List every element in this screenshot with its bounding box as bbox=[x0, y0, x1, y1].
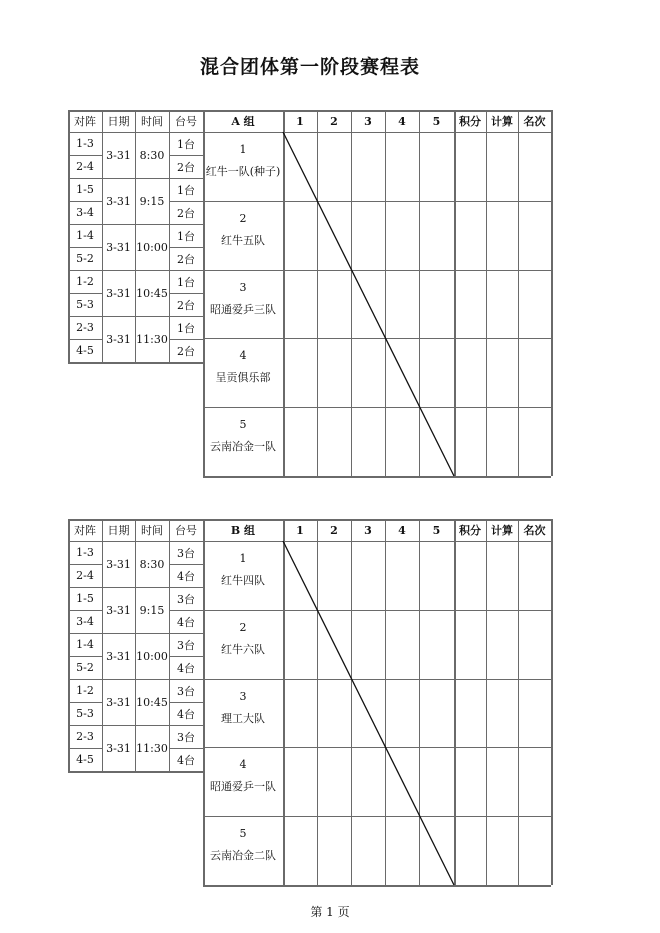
grid-line bbox=[68, 519, 70, 771]
grid-line bbox=[169, 748, 203, 749]
match-cell: 1-3 bbox=[76, 546, 94, 559]
header-table: 台号 bbox=[175, 524, 197, 537]
match-cell: 2-4 bbox=[76, 160, 94, 173]
match-cell: 1-5 bbox=[76, 592, 94, 605]
team-name: 云南冶金一队 bbox=[210, 440, 276, 454]
grid-line bbox=[169, 656, 203, 657]
team-number: 1 bbox=[239, 552, 247, 565]
team-name: 红牛四队 bbox=[221, 574, 265, 587]
date-cell: 3-31 bbox=[106, 240, 131, 254]
table-cell: 1台 bbox=[177, 137, 195, 151]
team-number: 2 bbox=[239, 211, 247, 225]
col-4: 4 bbox=[398, 523, 406, 537]
table-cell: 3台 bbox=[177, 546, 195, 560]
col-5: 5 bbox=[432, 114, 441, 128]
time-cell: 11:30 bbox=[136, 741, 168, 755]
table-cell: 2台 bbox=[177, 160, 195, 174]
grid-line bbox=[203, 519, 205, 885]
grid-line bbox=[551, 519, 553, 885]
match-cell: 2-4 bbox=[76, 569, 94, 582]
match-cell: 5-3 bbox=[76, 298, 94, 311]
time-cell: 10:45 bbox=[136, 695, 168, 709]
page-title: 混合团体第一阶段赛程表 bbox=[199, 56, 420, 78]
grid-line bbox=[486, 519, 487, 885]
date-cell: 3-31 bbox=[106, 557, 131, 571]
team-cell bbox=[203, 617, 283, 661]
team-name: 昭通爱乒三队 bbox=[210, 302, 276, 316]
grid-line bbox=[68, 656, 102, 657]
time-cell: 10:45 bbox=[136, 286, 168, 300]
match-cell: 1-4 bbox=[76, 638, 94, 651]
team-number: 5 bbox=[239, 418, 247, 432]
time-cell: 9:15 bbox=[139, 603, 165, 617]
team-number: 1 bbox=[239, 143, 247, 156]
header-rank: 名次 bbox=[523, 115, 546, 128]
team-name: 红牛一队(种子) bbox=[205, 165, 281, 178]
team-name: 云南冶金二队 bbox=[210, 849, 276, 863]
table-cell: 4台 bbox=[177, 707, 195, 721]
grid-line bbox=[102, 519, 103, 771]
team-cell bbox=[203, 754, 283, 798]
team-name: 呈贡俱乐部 bbox=[215, 371, 271, 385]
team-name: 昭通爱乒一队 bbox=[210, 780, 276, 794]
match-cell: 4-5 bbox=[76, 344, 94, 357]
match-cell: 1-2 bbox=[76, 684, 94, 697]
team-cell bbox=[203, 823, 283, 867]
header-calc: 计算 bbox=[491, 115, 513, 128]
time-cell: 8:30 bbox=[139, 148, 165, 162]
group-label: A 组 bbox=[231, 115, 255, 128]
match-cell: 1-2 bbox=[76, 275, 94, 288]
self-match-diagonal bbox=[283, 541, 454, 885]
diagonal-line bbox=[283, 541, 454, 885]
col-3: 3 bbox=[364, 114, 372, 128]
page-number: 第 1 页 bbox=[310, 905, 350, 919]
header-rank: 名次 bbox=[523, 524, 546, 537]
table-cell: 2台 bbox=[177, 298, 195, 312]
time-cell: 8:30 bbox=[139, 557, 165, 571]
grid-line bbox=[68, 748, 102, 749]
match-cell: 1-5 bbox=[76, 183, 94, 196]
date-cell: 3-31 bbox=[106, 649, 131, 663]
col-1: 1 bbox=[296, 523, 304, 537]
team-number: 5 bbox=[239, 827, 247, 841]
header-points: 积分 bbox=[459, 524, 481, 537]
match-cell: 5-2 bbox=[76, 661, 94, 674]
table-cell: 3台 bbox=[177, 684, 195, 698]
header-calc: 计算 bbox=[491, 524, 513, 537]
table-cell: 4台 bbox=[177, 661, 195, 675]
group-label: B 组 bbox=[230, 524, 256, 537]
match-cell: 3-4 bbox=[76, 206, 94, 219]
team-name: 红牛五队 bbox=[221, 233, 265, 247]
grid-line bbox=[68, 702, 102, 703]
team-number: 4 bbox=[239, 758, 247, 772]
date-cell: 3-31 bbox=[106, 741, 131, 755]
grid-line bbox=[68, 564, 102, 565]
col-2: 2 bbox=[330, 114, 338, 128]
match-cell: 1-4 bbox=[76, 229, 94, 242]
team-cell bbox=[203, 686, 283, 730]
table-cell: 1台 bbox=[177, 275, 195, 289]
match-cell: 5-2 bbox=[76, 252, 94, 265]
team-number: 3 bbox=[239, 280, 247, 294]
match-cell: 1-3 bbox=[76, 137, 94, 150]
grid-line bbox=[169, 564, 203, 565]
match-cell: 2-3 bbox=[76, 730, 94, 743]
col-2: 2 bbox=[330, 523, 338, 537]
team-name: 理工大队 bbox=[221, 711, 265, 725]
table-cell: 4台 bbox=[177, 615, 195, 629]
team-cell bbox=[203, 414, 283, 458]
grid-line bbox=[169, 519, 170, 771]
col-4: 4 bbox=[398, 114, 406, 128]
header-points: 积分 bbox=[459, 115, 481, 128]
grid-line bbox=[169, 702, 203, 703]
col-1: 1 bbox=[296, 114, 304, 128]
grid-line bbox=[135, 519, 136, 771]
header-duizhen: 对阵 bbox=[74, 524, 96, 537]
time-cell: 10:00 bbox=[136, 240, 168, 254]
header-date: 日期 bbox=[107, 524, 130, 537]
grid-line bbox=[68, 610, 102, 611]
header-duizhen: 对阵 bbox=[74, 115, 96, 128]
team-number: 4 bbox=[239, 349, 247, 363]
time-cell: 10:00 bbox=[136, 649, 168, 663]
header-time: 时间 bbox=[141, 115, 163, 128]
match-cell: 2-3 bbox=[76, 321, 94, 334]
time-cell: 11:30 bbox=[136, 332, 168, 346]
match-cell: 5-3 bbox=[76, 707, 94, 720]
date-cell: 3-31 bbox=[106, 148, 131, 162]
col-5: 5 bbox=[432, 523, 441, 537]
header-table: 台号 bbox=[175, 115, 197, 128]
date-cell: 3-31 bbox=[106, 194, 131, 208]
table-cell: 3台 bbox=[177, 592, 195, 606]
grid-line bbox=[203, 519, 551, 521]
team-cell bbox=[203, 548, 283, 592]
time-cell: 9:15 bbox=[139, 194, 165, 208]
table-cell: 2台 bbox=[177, 344, 195, 358]
table-cell: 3台 bbox=[177, 730, 195, 744]
table-cell: 3台 bbox=[177, 638, 195, 652]
match-cell: 3-4 bbox=[76, 615, 94, 628]
table-cell: 1台 bbox=[177, 229, 195, 243]
grid-line bbox=[518, 519, 519, 885]
header-date: 日期 bbox=[107, 115, 130, 128]
team-number: 2 bbox=[239, 620, 247, 634]
grid-line bbox=[169, 610, 203, 611]
team-name: 红牛六队 bbox=[221, 642, 265, 656]
table-cell: 4台 bbox=[177, 753, 195, 767]
date-cell: 3-31 bbox=[106, 603, 131, 617]
table-cell: 1台 bbox=[177, 183, 195, 197]
table-cell: 1台 bbox=[177, 321, 195, 335]
table-cell: 4台 bbox=[177, 569, 195, 583]
match-cell: 4-5 bbox=[76, 753, 94, 766]
table-cell: 2台 bbox=[177, 252, 195, 266]
date-cell: 3-31 bbox=[106, 695, 131, 709]
team-number: 3 bbox=[239, 689, 247, 703]
date-cell: 3-31 bbox=[106, 286, 131, 300]
col-3: 3 bbox=[364, 523, 372, 537]
table-cell: 2台 bbox=[177, 206, 195, 220]
date-cell: 3-31 bbox=[106, 332, 131, 346]
header-time: 时间 bbox=[141, 524, 163, 537]
